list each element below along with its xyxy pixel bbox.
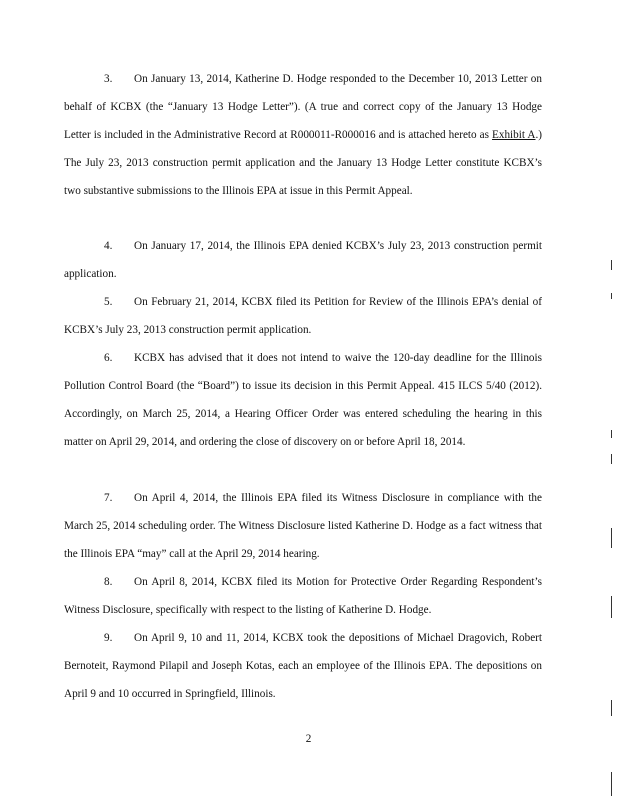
paragraph-8 <box>64 568 542 624</box>
paragraph-number: 3. <box>104 73 113 85</box>
paragraph-5 <box>64 288 542 344</box>
paragraph-number: 6. <box>104 352 113 364</box>
scan-mark <box>611 700 612 716</box>
scan-mark <box>611 293 612 299</box>
paragraph-number: 9. <box>104 632 113 644</box>
paragraph-text: On February 21, 2014, KCBX filed its Petition for Review of the Illinois EPA’s denial of KCBX’s July 23, 2013 construction permit application. <box>64 296 542 336</box>
paragraph-text: On April 9, 10 and 11, 2014, KCBX took the depositions of Michael Dragovich, Robert Bernoteit, Raymond Pilapil and Joseph Kotas, each an employee of the Illinois EPA. The depositions on April 9 and 10 occurred in Springfield, Illinois. <box>64 632 542 700</box>
scan-mark <box>611 260 612 270</box>
paragraph-text: KCBX has advised that it does not intend to waive the 120-day deadline for the Illinois Pollution Control Board (the “Board”) to issue its decision in this Permit Appeal. 415 ILCS 5/40 (2012). Accordingly, on March 25, 2014, a Hearing Officer Order was entered scheduling the hearing in this matter on April 29, 2014, and ordering the close of discovery on or before April 18, 2014. <box>64 352 542 448</box>
exhibit-a-reference: Exhibit A <box>492 129 536 141</box>
paragraph-3 <box>64 65 542 205</box>
paragraph-text-continued: .) The July 23, 2013 construction permit application and the January 13 Hodge Letter constitute KCBX’s two substantive submissions to the Illinois EPA at issue in this Permit Appeal. <box>64 129 543 197</box>
paragraph-number: 4. <box>104 240 113 252</box>
paragraph-number: 8. <box>104 576 113 588</box>
paragraph-9 <box>64 624 542 708</box>
paragraph-text: On April 8, 2014, KCBX filed its Motion for Protective Order Regarding Respondent’s Witness Disclosure, specifically with respect to the listing of Katherine D. Hodge. <box>64 576 542 616</box>
paragraph-text: On January 13, 2014, Katherine D. Hodge responded to the December 10, 2013 Letter on behalf of KCBX (the “January 13 Hodge Letter”). (A true and correct copy of the January 13 Hodge Letter is included in the Administrative Record at R000011-R000016 and is attached hereto as <box>64 73 542 141</box>
paragraph-number: 5. <box>104 296 113 308</box>
page-number: 2 <box>305 733 312 745</box>
scan-mark <box>611 772 612 796</box>
scan-mark <box>611 454 612 464</box>
paragraph-7 <box>64 484 542 568</box>
paragraph-4 <box>64 232 542 288</box>
paragraph-text: On January 17, 2014, the Illinois EPA denied KCBX’s July 23, 2013 construction permit application. <box>64 240 542 280</box>
scan-mark <box>611 528 612 548</box>
paragraph-6 <box>64 344 542 456</box>
paragraph-number: 7. <box>104 492 113 504</box>
scan-mark <box>611 430 612 438</box>
scan-mark <box>611 596 612 618</box>
paragraph-text: On April 4, 2014, the Illinois EPA filed its Witness Disclosure in compliance with the March 25, 2014 scheduling order. The Witness Disclosure listed Katherine D. Hodge as a fact witness that the Illinois EPA “may” call at the April 29, 2014 hearing. <box>64 492 542 560</box>
